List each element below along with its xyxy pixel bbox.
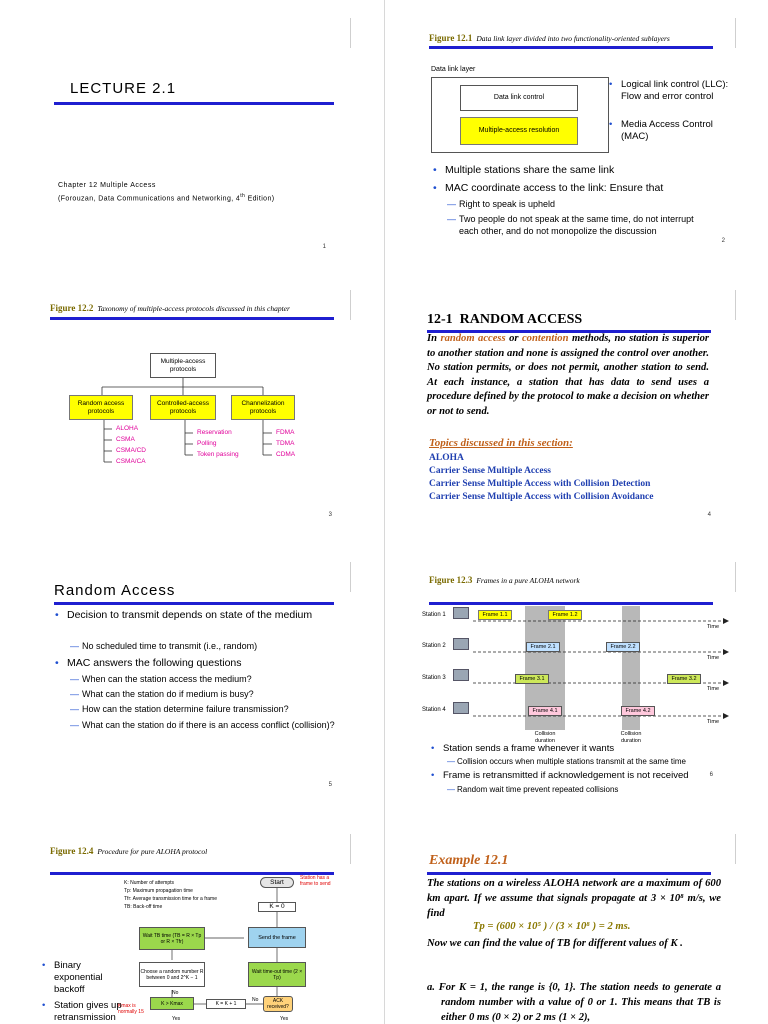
collision-label-1: Collision duration (534, 731, 556, 744)
leaf-tdma: TDMA (276, 440, 295, 447)
bullet-mac-coordinate: • MAC coordinate access to the link: Ensure that (445, 181, 735, 195)
slide-title: Random Access (54, 582, 176, 599)
frame-4-2: Frame 4.2 (621, 706, 655, 716)
leaf-csma: CSMA (116, 436, 135, 443)
k-zero-box: K = 0 (258, 902, 296, 912)
bullet-backoff: • Binary exponential backoff (54, 960, 114, 996)
no-label: No (172, 990, 179, 996)
timeout-box: Wait time-out time (2 × Tp) (248, 962, 306, 987)
leaf-csma-ca: CSMA/CA (116, 458, 146, 465)
random-access-box: Random access protocols (69, 395, 133, 420)
figure-caption: Figure 12.1 Data link layer divided into two functionality-oriented sublayers (429, 33, 670, 43)
page-number: 5 (328, 782, 332, 788)
time-label: Time (707, 624, 720, 630)
leaf-cdma: CDMA (276, 451, 296, 458)
slide-8 (385, 816, 768, 1024)
question-1: — When can the station access the medium? (82, 673, 342, 685)
station-3-label: Station 3 (422, 675, 446, 681)
question-3: — How can the station determine failure transmission? (82, 703, 342, 715)
book-sup: th (240, 193, 246, 199)
topic-csma-ca: Carrier Sense Multiple Access with Collision Avoidance (429, 492, 654, 502)
page-number: 2 (721, 238, 725, 244)
topics-heading: Topics discussed in this section: (429, 437, 573, 449)
page-number: 6 (709, 772, 713, 778)
topic-csma-cd: Carrier Sense Multiple Access with Collision Detection (429, 479, 651, 489)
wait-tb-box: Wait TB time (TB = R × Tp or R × Tfr) (139, 927, 205, 950)
leaf-token-passing: Token passing (197, 451, 239, 458)
ack-decision: ACK received? (263, 996, 293, 1012)
slide-2 (385, 0, 768, 272)
book-edition: Edition) (245, 195, 275, 203)
computer-icon (453, 638, 469, 650)
station-note: Station has a frame to send (300, 875, 331, 887)
slide-7 (0, 816, 384, 1024)
sub-bullet-no-schedule: — No scheduled time to transmit (i.e., random) (82, 640, 342, 652)
no-label: No (252, 997, 259, 1003)
mac-box: Multiple-access resolution (460, 117, 578, 145)
frame-1-2: Frame 1.2 (548, 610, 582, 620)
sub-bullet-right: — Right to speak is upheld (459, 198, 729, 210)
frame-2-2: Frame 2.2 (606, 642, 640, 652)
send-frame-box: Send the frame (248, 927, 306, 948)
question-2: — What can the station do if medium is busy? (82, 688, 342, 700)
sub-bullet-collision: — Collision occurs when multiple stations transmit at the same time (457, 757, 727, 767)
dll-label: Data link layer (431, 66, 476, 73)
time-label: Time (707, 655, 720, 661)
leaf-aloha: ALOHA (116, 425, 139, 432)
frame-4-1: Frame 4.1 (528, 706, 562, 716)
slide-title: LECTURE 2.1 (70, 80, 177, 97)
legend-3: Tfr: Average transmission time for a frame (124, 896, 217, 902)
chapter-text: Chapter 12 Multiple Access (58, 182, 156, 189)
section-title: 12-1 RANDOM ACCESS (427, 312, 583, 327)
controlled-access-box: Controlled-access protocols (150, 395, 216, 420)
bullet-retransmit: • Frame is retransmitted if acknowledgement is not received (443, 770, 723, 782)
legend-4: TB: Back-off time (124, 904, 163, 910)
bullet-mac-answers: • MAC answers the following questions (67, 656, 337, 670)
slide-edge (350, 18, 351, 48)
station-4-label: Station 4 (422, 707, 446, 713)
bullet-give-up: • Station gives up retransmission (54, 1000, 138, 1024)
leaf-polling: Polling (197, 440, 217, 447)
slide-edge (735, 834, 736, 864)
kmax-decision: K > Kmax (150, 997, 194, 1010)
slide-1 (0, 0, 384, 272)
leaf-fdma: FDMA (276, 429, 295, 436)
case-a: a. For K = 1, the range is {0, 1}. The station needs to generate a random number with a value of 0 or 1. This means that TB is either 0 ms (0 × 2) or 2 ms (1 × 2), (427, 982, 721, 1023)
slide-5 (0, 544, 384, 816)
question-4: — What can the station do if there is an access conflict (collision)? (82, 719, 342, 731)
figure-caption: Figure 12.2 Taxonomy of multiple-access protocols discussed in this chapter (50, 303, 290, 313)
slide-6 (385, 544, 768, 816)
sub-bullet-random-wait: — Random wait time prevent repeated collisions (457, 785, 727, 795)
bullet-station-sends: • Station sends a frame whenever it wants (443, 743, 723, 755)
title-underline (54, 602, 334, 605)
title-underline (427, 872, 711, 875)
legend-2: Tp: Maximum propagation time (124, 888, 193, 894)
mac-bullet: • Media Access Control (MAC) (621, 119, 729, 143)
yes-label: Yes (172, 1016, 181, 1022)
slide-edge (350, 562, 351, 592)
figure-caption: Figure 12.3 Frames in a pure ALOHA network (429, 575, 580, 585)
time-label: Time (707, 719, 720, 725)
page-number: 3 (328, 512, 332, 518)
frame-3-1: Frame 3.1 (515, 674, 549, 684)
topic-csma: Carrier Sense Multiple Access (429, 466, 551, 476)
leaf-reservation: Reservation (197, 429, 232, 436)
time-label: Time (707, 686, 720, 692)
caption-underline (429, 46, 713, 49)
yes-label: Yes (280, 1016, 289, 1022)
slide-edge (735, 290, 736, 320)
computer-icon (453, 702, 469, 714)
leaf-csma-cd: CSMA/CD (116, 447, 146, 454)
frame-1-1: Frame 1.1 (478, 610, 512, 620)
example-paragraph-1: The stations on a wireless ALOHA network are a maximum of 600 km apart. If we assume that signals propagate at 3 × 10⁸ m/s, we find (427, 878, 721, 919)
book-title: (Forouzan, Data Communications and Networking, 4 (58, 195, 241, 203)
bullet-decision: • Decision to transmit depends on state of the medium (67, 608, 337, 622)
choose-random-box: Choose a random number R between 0 and 2^K − 1 (139, 962, 205, 987)
example-title: Example 12.1 (429, 853, 509, 868)
example-paragraph-2: Now we can find the value of TB for different values of K . (427, 938, 683, 949)
title-underline (54, 102, 334, 105)
frame-2-1: Frame 2.1 (526, 642, 560, 652)
root-box: Multiple-access protocols (150, 353, 216, 378)
computer-icon (453, 669, 469, 681)
equation: Tp = (600 × 10⁵ ) / (3 × 10⁸ ) = 2 ms. (473, 921, 631, 932)
collision-label-2: Collision duration (620, 731, 642, 744)
computer-icon (453, 607, 469, 619)
topic-aloha: ALOHA (429, 453, 464, 463)
start-node: Start (260, 877, 294, 888)
kmax-note: Kmax is normally 15 (118, 1003, 144, 1015)
slide-edge (735, 18, 736, 48)
k-increment-box: K = K + 1 (206, 999, 246, 1009)
frame-3-2: Frame 3.2 (667, 674, 701, 684)
figure-caption: Figure 12.4 Procedure for pure ALOHA protocol (50, 846, 208, 856)
station-2-label: Station 2 (422, 643, 446, 649)
sub-bullet-two-people: — Two people do not speak at the same time, do not interrupt each other, and do not monopolize the discussion (459, 213, 709, 237)
bullet-shared-link: • Multiple stations share the same link (445, 163, 735, 177)
slide-4 (385, 272, 768, 544)
page-number: 1 (322, 244, 326, 250)
page-number: 4 (707, 512, 711, 518)
intro-paragraph: In random access or contention methods, no station is superior to another station and none is assigned the control over another. No station permits, or does not permit, another station to send. At each instance, a station that has data to send uses a procedure defined by the protocol to make a decision on whether or not to send. (427, 333, 709, 417)
legend-1: K: Number of attempts (124, 880, 175, 886)
channelization-box: Channelization protocols (231, 395, 295, 420)
data-link-control-box: Data link control (460, 85, 578, 111)
station-1-label: Station 1 (422, 612, 446, 618)
slide-3 (0, 272, 384, 544)
book-text (58, 193, 275, 202)
llc-bullet: • Logical link control (LLC): Flow and error control (621, 79, 729, 103)
